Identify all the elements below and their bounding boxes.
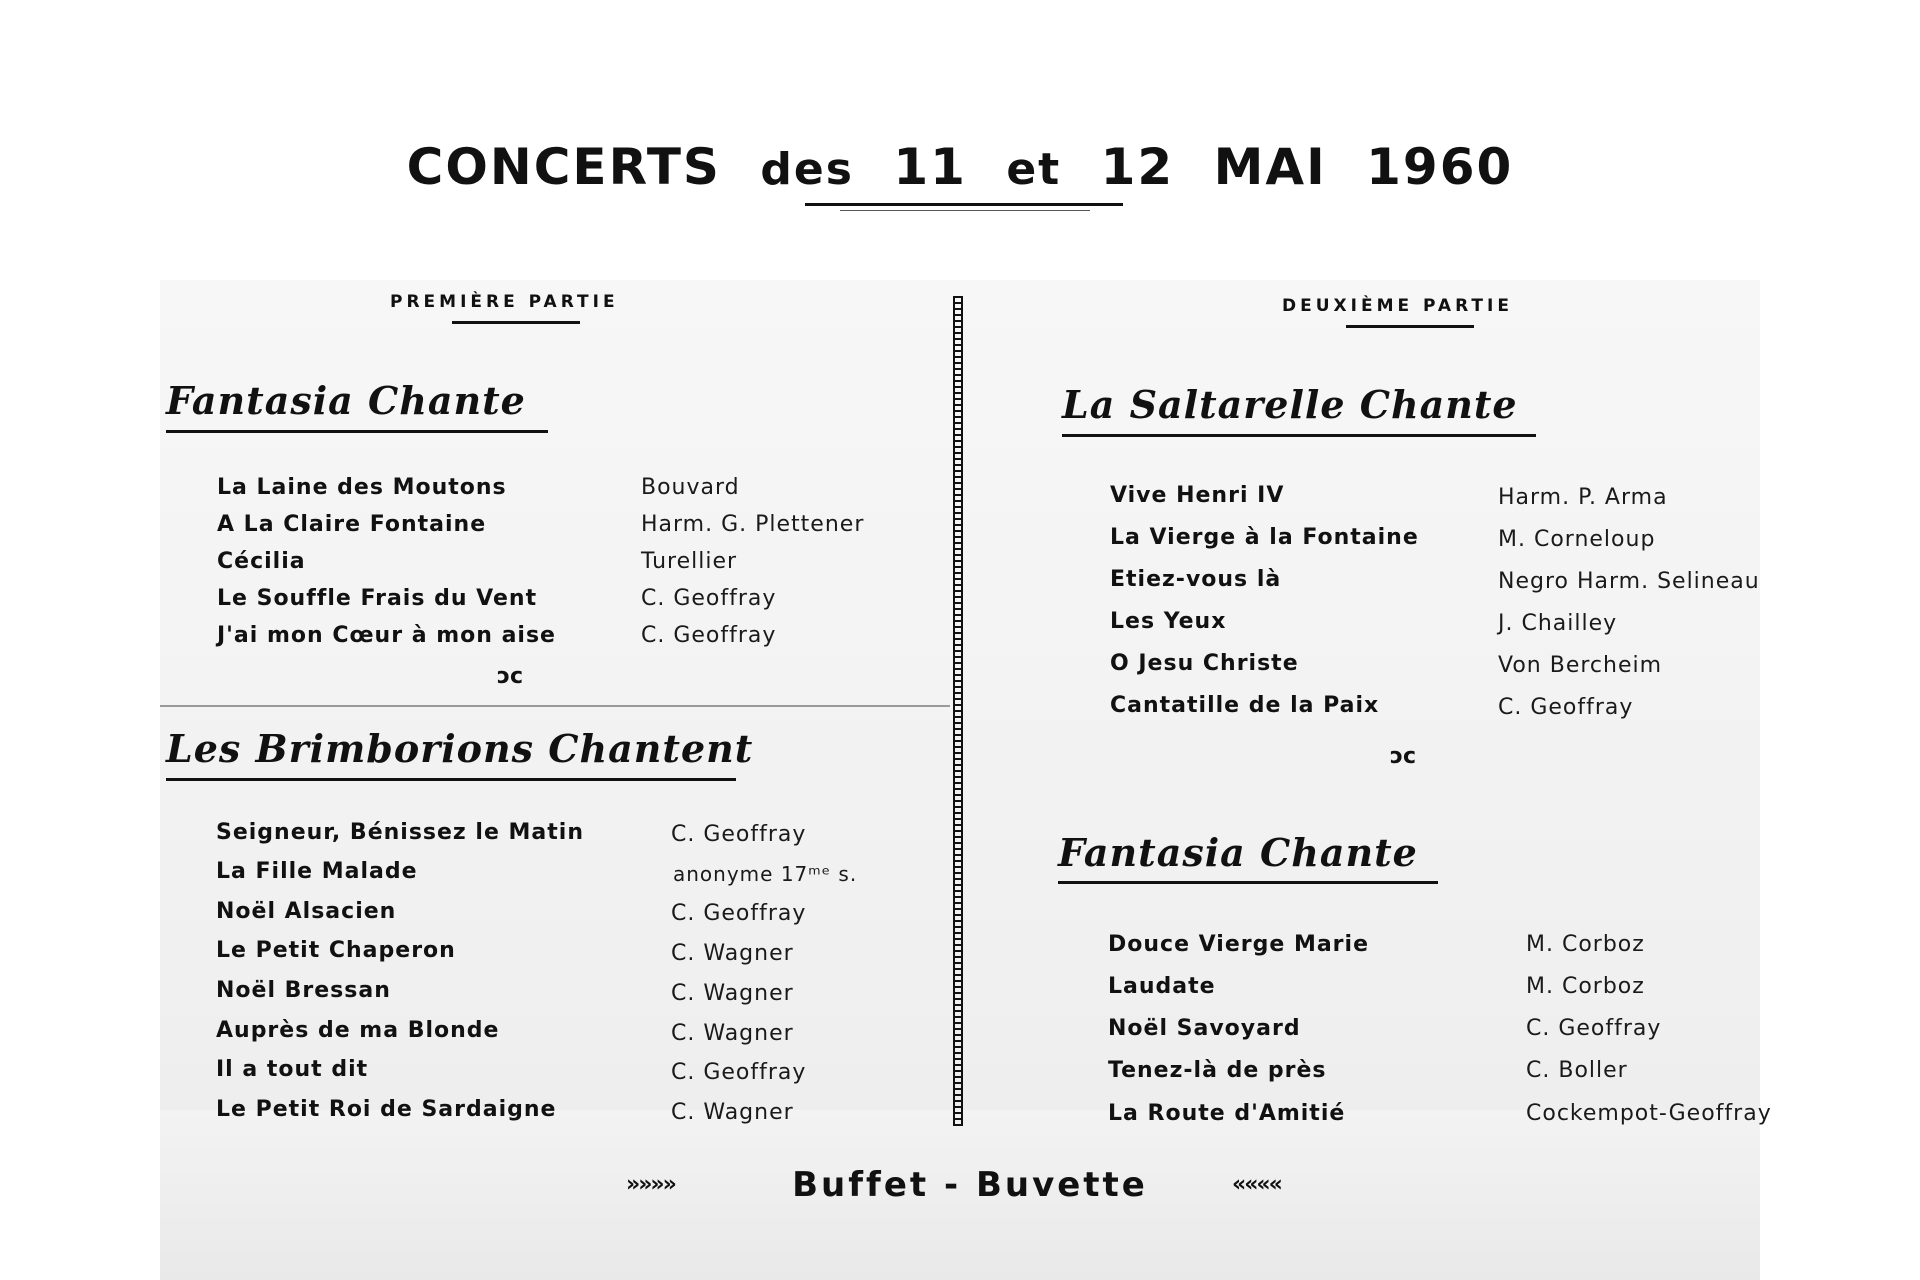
composer: C. Geoffray [641, 623, 777, 648]
song-title: Il a tout dit [216, 1057, 369, 1082]
buffet-buvette: Buffet - Buvette [792, 1165, 1148, 1205]
title-day1: 11 [893, 138, 967, 196]
title-des: des [760, 144, 854, 195]
composer: C. Geoffray [1498, 695, 1634, 720]
composer: Cockempot-Geoffray [1526, 1101, 1772, 1126]
song-title: La Vierge à la Fontaine [1110, 525, 1419, 550]
song-title: Le Souffle Frais du Vent [217, 586, 538, 611]
song-title: Le Petit Chaperon [216, 938, 456, 963]
song-title: J'ai mon Cœur à mon aise [217, 623, 556, 648]
song-title: La Route d'Amitié [1108, 1101, 1346, 1126]
composer: C. Wagner [671, 981, 794, 1006]
composer: C. Wagner [671, 941, 794, 966]
composer: C. Geoffray [671, 901, 807, 926]
composer: Harm. P. Arma [1498, 485, 1668, 510]
composer: Harm. G. Plettener [641, 512, 865, 537]
composer: C. Wagner [671, 1021, 794, 1046]
part2-section2-title: Fantasia Chante [1058, 830, 1418, 875]
left-arrow-ornament: »»»» [626, 1172, 675, 1197]
song-title: Douce Vierge Marie [1108, 932, 1369, 957]
composer: C. Geoffray [671, 822, 807, 847]
song-title: La Laine des Moutons [217, 475, 507, 500]
composer: C. Geoffray [1526, 1016, 1662, 1041]
song-title: Seigneur, Bénissez le Matin [216, 820, 584, 845]
song-title: Etiez-vous là [1110, 567, 1282, 592]
song-title: Laudate [1108, 974, 1216, 999]
part2-section1-rule [1062, 434, 1536, 437]
part1-section2-rule [166, 778, 736, 781]
song-title: O Jesu Christe [1110, 651, 1299, 676]
song-title: Noël Bressan [216, 978, 391, 1003]
part1-section1-rule [166, 430, 548, 433]
ornament: ɔc [1390, 744, 1417, 769]
part1-heading: PREMIÈRE PARTIE [390, 292, 619, 312]
composer: C. Wagner [671, 1100, 794, 1125]
composer: M. Corneloup [1498, 527, 1656, 552]
composer: Turellier [641, 549, 738, 574]
song-title: Vive Henri IV [1110, 483, 1285, 508]
song-title: Les Yeux [1110, 609, 1227, 634]
part1-section1-title: Fantasia Chante [166, 378, 526, 423]
song-title: Auprès de ma Blonde [216, 1018, 500, 1043]
song-title: A La Claire Fontaine [217, 512, 487, 537]
title-et: et [1006, 144, 1062, 195]
part2-heading: DEUXIÈME PARTIE [1282, 296, 1513, 316]
composer: anonyme 17ᵐᵉ s. [673, 862, 858, 886]
composer: C. Boller [1526, 1058, 1628, 1083]
composer: Von Bercheim [1498, 653, 1663, 678]
composer: Bouvard [641, 475, 740, 500]
composer: C. Geoffray [671, 1060, 807, 1085]
title-year: 1960 [1366, 138, 1514, 196]
song-title: La Fille Malade [216, 859, 418, 884]
part2-heading-rule [1346, 325, 1474, 328]
title-month: MAI [1213, 138, 1327, 196]
page-title [0, 138, 1920, 196]
composer: M. Corboz [1526, 932, 1645, 957]
song-title: Noël Savoyard [1108, 1016, 1301, 1041]
part1-section2-title: Les Brimborions Chantent [166, 726, 754, 771]
song-title: Tenez-là de près [1108, 1058, 1327, 1083]
title-underline-thin [840, 210, 1090, 211]
song-title: Cécilia [217, 549, 306, 574]
left-section-divider [160, 705, 950, 707]
part2-section2-rule [1058, 881, 1438, 884]
song-title: Noël Alsacien [216, 899, 397, 924]
title-day2: 12 [1100, 138, 1175, 196]
title-word: CONCERTS [406, 138, 721, 196]
part1-heading-rule [452, 321, 580, 324]
part2-section1-title: La Saltarelle Chante [1062, 382, 1518, 427]
composer: M. Corboz [1526, 974, 1645, 999]
ornament: ɔc [497, 664, 524, 689]
center-divider [953, 296, 963, 1126]
composer: Negro Harm. Selineau [1498, 569, 1760, 594]
song-title: Cantatille de la Paix [1110, 693, 1380, 718]
composer: J. Chailley [1498, 611, 1618, 636]
right-arrow-ornament: «««« [1232, 1172, 1281, 1197]
composer: C. Geoffray [641, 586, 777, 611]
song-title: Le Petit Roi de Sardaigne [216, 1097, 557, 1122]
title-underline [805, 203, 1123, 206]
